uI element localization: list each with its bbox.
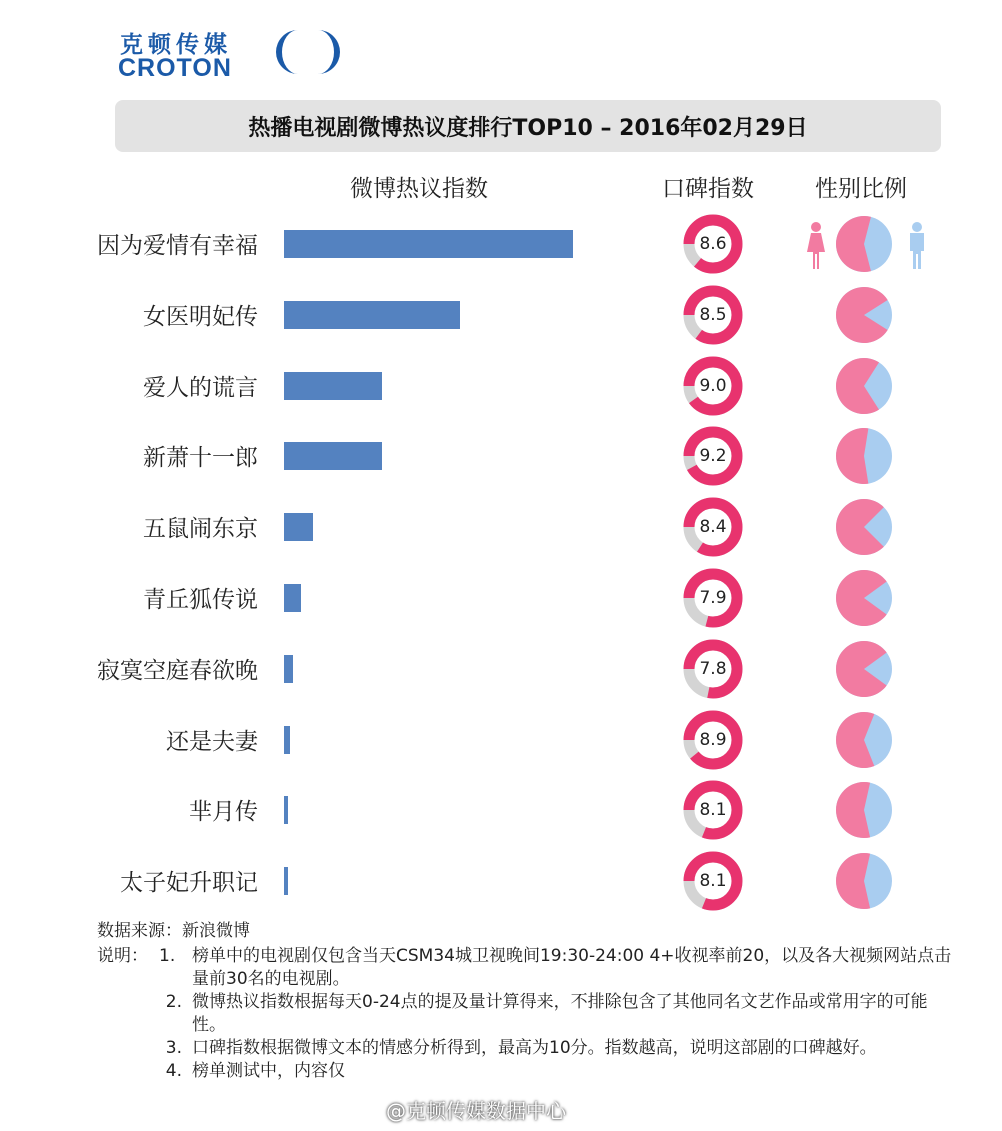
note-items xyxy=(97,945,957,1083)
ranking-row xyxy=(0,564,1002,634)
croton-logo xyxy=(118,22,358,82)
note-text: 微博热议指数根据每天0-24点的提及量计算得来，不排除包含了其他同名文艺作品或常用字的可能性。 xyxy=(192,992,928,1035)
reputation-value: 9.2 xyxy=(699,446,727,467)
heat-bar xyxy=(284,655,293,683)
ranking-row xyxy=(0,706,1002,776)
logo-chinese: 克顿传媒 xyxy=(120,32,232,58)
watermark: @克顿传媒数据中心 xyxy=(386,1099,566,1123)
female-slice xyxy=(836,428,868,484)
gender-pie xyxy=(835,852,893,910)
croton-logo-mark-icon xyxy=(268,24,348,80)
reputation-value: 8.4 xyxy=(699,517,727,538)
reputation-value: 9.0 xyxy=(699,375,727,396)
notes-label: 说明： xyxy=(97,946,148,966)
drama-name: 爱人的谎言 xyxy=(143,374,258,401)
reputation-value: 8.1 xyxy=(699,800,727,821)
heat-bar xyxy=(284,301,460,329)
note-item xyxy=(97,991,957,1037)
note-item xyxy=(97,945,957,991)
note-item xyxy=(97,1060,957,1083)
drama-name: 寂寞空庭春欲晚 xyxy=(97,657,258,684)
gender-pie xyxy=(835,640,893,698)
logo-english: CROTON xyxy=(118,54,232,82)
gender-pie xyxy=(835,357,893,415)
drama-name: 芈月传 xyxy=(189,799,258,826)
gender-pie xyxy=(835,427,893,485)
notes-section xyxy=(97,920,957,1083)
reputation-value: 8.5 xyxy=(699,304,727,325)
column-header-reputation: 口碑指数 xyxy=(662,176,754,202)
drama-name: 五鼠闹东京 xyxy=(143,516,258,543)
heat-bar xyxy=(284,372,382,400)
drama-name: 还是夫妻 xyxy=(166,728,258,755)
note-number: 3. xyxy=(165,1038,182,1058)
drama-name: 因为爱情有幸福 xyxy=(97,233,258,259)
ranking-row xyxy=(0,210,1002,280)
heat-bar xyxy=(284,513,313,541)
gender-pie xyxy=(835,498,893,556)
gender-pie xyxy=(835,286,893,344)
heat-bar xyxy=(284,796,288,824)
reputation-value: 7.8 xyxy=(699,658,727,679)
ranking-row xyxy=(0,635,1002,705)
drama-name: 青丘狐传说 xyxy=(143,587,258,613)
reputation-value: 7.9 xyxy=(699,588,727,608)
note-number: 1. xyxy=(159,946,176,966)
gender-pie xyxy=(835,781,893,839)
ranking-row xyxy=(0,422,1002,492)
heat-bar xyxy=(284,230,573,258)
data-source: 数据来源：新浪微博 xyxy=(97,921,250,941)
drama-name: 新萧十一郎 xyxy=(143,445,258,472)
note-text: 榜单中的电视剧仅包含当天CSM34城卫视晚间19:30-24:00 4+收视率前20，以及各大视频网站点击量前30名的电视剧。 xyxy=(192,946,952,989)
gender-pie xyxy=(835,569,893,627)
heat-bar xyxy=(284,867,288,895)
note-text: 榜单测试中，内容仅 xyxy=(192,1061,345,1081)
note-number: 4. xyxy=(165,1061,182,1081)
drama-name: 太子妃升职记 xyxy=(120,870,258,897)
note-item xyxy=(97,1037,957,1060)
ranking-row xyxy=(0,281,1002,351)
drama-name: 女医明妃传 xyxy=(143,303,258,330)
ranking-row xyxy=(0,847,1002,917)
column-header-heat: 微博热议指数 xyxy=(350,176,488,202)
heat-bar xyxy=(284,442,382,470)
chart-title: 热播电视剧微博热议度排行TOP10 – 2016年02月29日 xyxy=(115,100,941,152)
note-number: 2. xyxy=(165,992,182,1012)
note-text: 口碑指数根据微博文本的情感分析得到，最高为10分。指数越高，说明这部剧的口碑越好。 xyxy=(192,1038,877,1058)
reputation-value: 8.1 xyxy=(699,871,727,892)
reputation-value: 8.6 xyxy=(699,234,727,254)
ranking-row xyxy=(0,352,1002,422)
heat-bar xyxy=(284,584,301,612)
ranking-row xyxy=(0,776,1002,846)
gender-pie xyxy=(835,215,893,273)
column-header-gender: 性别比例 xyxy=(815,176,907,202)
ranking-row xyxy=(0,493,1002,563)
reputation-value: 8.9 xyxy=(699,729,727,750)
heat-bar xyxy=(284,726,290,754)
gender-pie xyxy=(835,711,893,769)
